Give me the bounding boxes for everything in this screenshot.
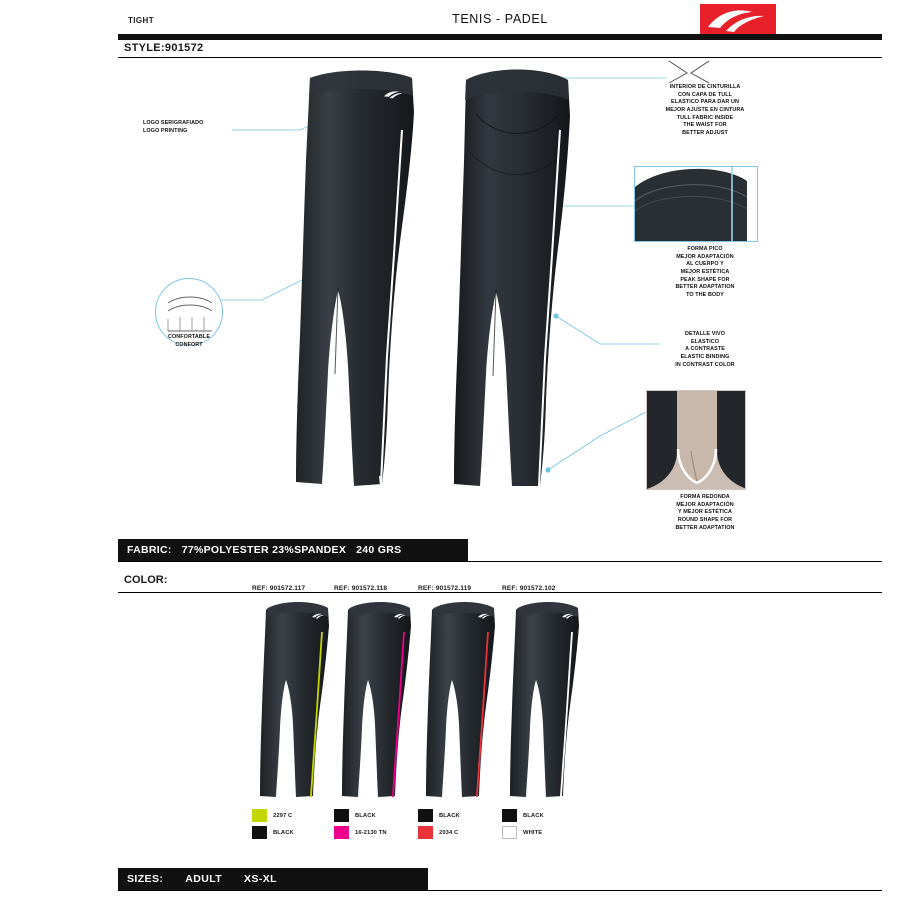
swatch-row <box>502 826 612 839</box>
swatch-row <box>502 809 612 822</box>
page-title: TENIS - PADEL <box>452 12 548 26</box>
colorway-illustration <box>418 598 510 803</box>
swatch-chip <box>418 826 433 839</box>
fabric-label: FABRIC: <box>127 544 172 556</box>
sizes-label: SIZES: <box>127 873 164 885</box>
technical-drawing-area <box>0 56 900 531</box>
waistband-detail-sketch <box>666 58 710 84</box>
callout-peak-shape: FORMA PICO MEJOR ADAPTACIÓN AL CUERPO Y MEJOR ESTÉTICA PEAK SHAPE FOR BETTER ADAPTATION TO THE BODY <box>675 246 735 299</box>
colorway-117 <box>252 585 344 843</box>
header-rule <box>118 34 882 40</box>
joma-logo-icon <box>700 4 776 38</box>
swatch-name: BLACK <box>355 812 376 819</box>
swatch-chip <box>502 809 517 822</box>
round-shape-detail-photo <box>646 390 746 490</box>
fabric-rule <box>118 561 882 562</box>
fabric-weight: 240 GRS <box>356 544 402 556</box>
swatch-chip <box>418 809 433 822</box>
callout-comfort: CONFORTABLE CONFORT <box>167 334 211 348</box>
colorway-illustration <box>334 598 426 803</box>
colorway-illustration <box>252 598 344 803</box>
fabric-bar <box>118 539 468 561</box>
swatch-name: WHITE <box>523 829 543 836</box>
colorway-ref: REF: 901572.117 <box>252 585 306 592</box>
fabric-composition: 77%POLYESTER 23%SPANDEX <box>181 544 347 556</box>
style-number: STYLE:901572 <box>124 42 204 54</box>
peak-shape-detail <box>634 166 758 242</box>
swatch-chip <box>334 826 349 839</box>
swatch-chip <box>502 826 517 839</box>
callout-elastic-binding: DETALLE VIVO ELASTICO A CONTRASTE ELASTIC BINDING IN CONTRAST COLOR <box>675 331 735 368</box>
colorway-118 <box>334 585 426 843</box>
sizes-rule <box>118 890 882 891</box>
color-label: COLOR: <box>124 574 168 586</box>
swatch-name: 2034 C <box>439 829 459 836</box>
swatch-name: 2297 C <box>273 812 293 819</box>
colorways-section <box>0 585 900 860</box>
swatch-name: BLACK <box>439 812 460 819</box>
colorway-ref: REF: 901572.118 <box>334 585 388 592</box>
sizes-range: XS-XL <box>244 873 277 885</box>
colorway-102 <box>502 585 594 843</box>
sizes-bar <box>118 868 428 890</box>
colorway-illustration <box>502 598 594 803</box>
sizes-segment: ADULT <box>185 873 223 885</box>
callout-waistband: INTERIOR DE CINTURILLA CON CAPA DE TULL ELASTICO PARA DAR UN MEJOR AJUSTE EN CINTURA TULL FABRIC INSIDE THE WAIST FOR BETTER ADJUST <box>665 84 745 137</box>
swatch-name: BLACK <box>523 812 544 819</box>
callout-logo-printing: LOGO SERIGRAFIADO LOGO PRINTING <box>143 120 204 134</box>
colorway-ref: REF: 901572.119 <box>418 585 472 592</box>
back-view-illustration <box>440 56 600 496</box>
front-view-illustration <box>280 56 440 496</box>
swatch-name: BLACK <box>273 829 294 836</box>
colorway-119 <box>418 585 510 843</box>
swatch-chip <box>252 809 267 822</box>
header-category: TIGHT <box>128 16 154 25</box>
swatch-name: 16-2130 TN <box>355 829 387 836</box>
callout-round-shape: FORMA REDONDA MEJOR ADAPTACIÓN Y MEJOR ESTÉTICA ROUND SHAPE FOR BETTER ADAPTATION <box>675 494 735 531</box>
colorway-ref: REF: 901572.102 <box>502 585 556 592</box>
swatch-chip <box>252 826 267 839</box>
colorway-swatches <box>502 809 612 839</box>
swatch-chip <box>334 809 349 822</box>
